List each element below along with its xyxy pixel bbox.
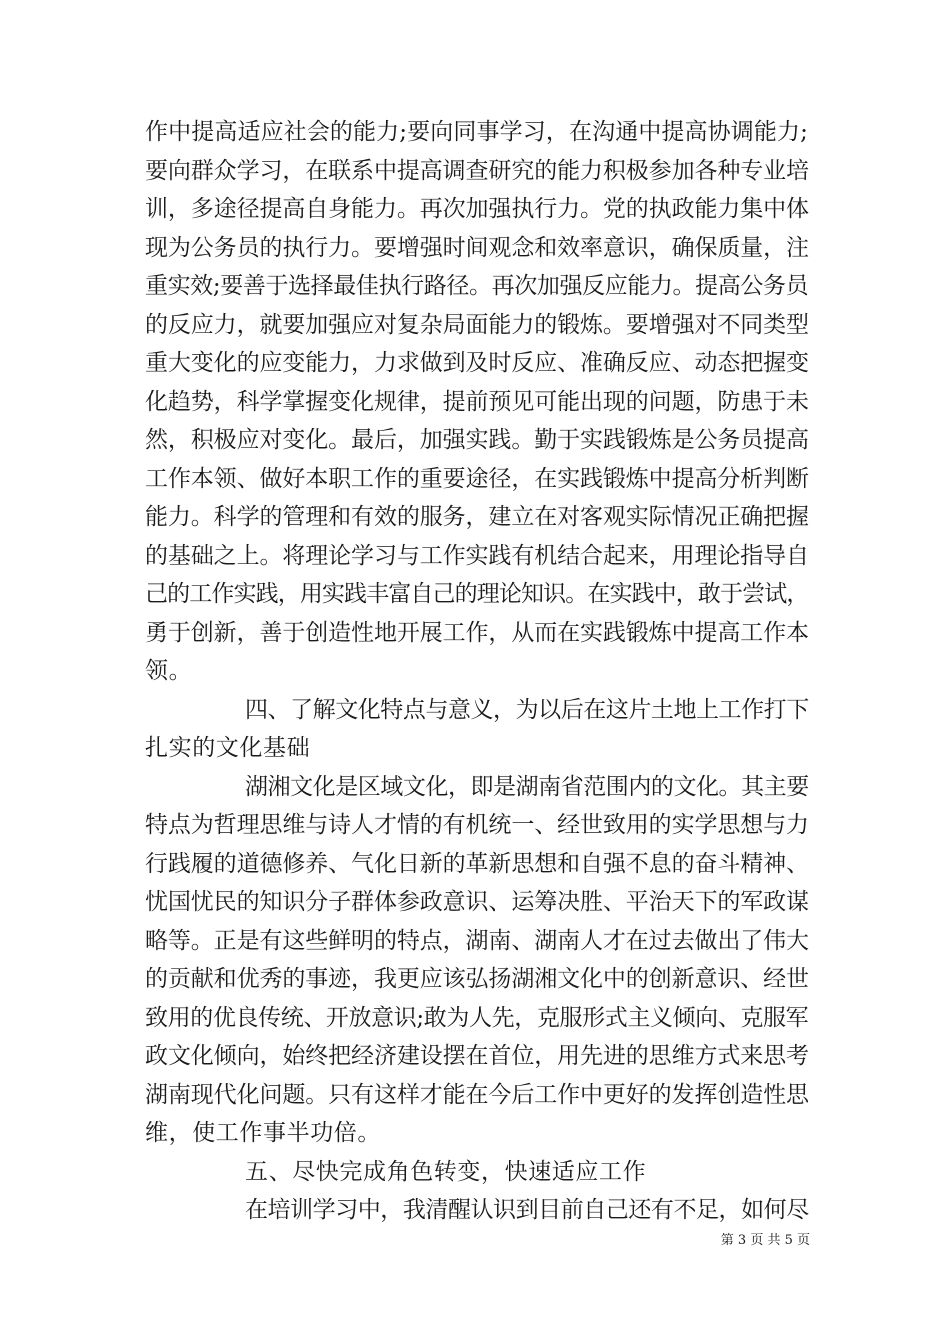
text-line: 致用的优良传统、开放意识;敢为人先，克服形式主义倾向、克服军 <box>145 1005 809 1031</box>
text-line: 行践履的道德修养、气化日新的革新思想和自强不息的奋斗精神、 <box>145 851 809 877</box>
text-line: 能力。科学的管理和有效的服务，建立在对客观实际情况正确把握 <box>145 504 809 530</box>
section-heading-four: 四、了解文化特点与意义，为以后在这片土地上工作打下 <box>245 697 809 723</box>
paragraph-start: 在培训学习中，我清醒认识到目前自己还有不足，如何尽 <box>245 1197 809 1223</box>
section-heading-five: 五、尽快完成角色转变，快速适应工作 <box>245 1159 647 1185</box>
text-line: 重大变化的应变能力，力求做到及时反应、准确反应、动态把握变 <box>145 350 809 376</box>
text-line: 己的工作实践，用实践丰富自己的理论知识。在实践中，敢于尝试， <box>145 581 809 607</box>
text-line: 工作本领、做好本职工作的重要途径，在实践锻炼中提高分析判断 <box>145 466 809 492</box>
text-line: 要向群众学习，在联系中提高调查研究的能力积极参加各种专业培 <box>145 158 809 184</box>
section-heading-four-cont: 扎实的文化基础 <box>145 735 311 761</box>
text-line: 忧国忧民的知识分子群体参政意识、运筹决胜、平治天下的军政谋 <box>145 889 809 915</box>
text-line: 化趋势，科学掌握变化规律，提前预见可能出现的问题，防患于未 <box>145 389 809 415</box>
text-line: 现为公务员的执行力。要增强时间观念和效率意识，确保质量，注 <box>145 235 809 261</box>
paragraph-start: 湖湘文化是区域文化，即是湖南省范围内的文化。其主要 <box>245 774 809 800</box>
text-line: 的反应力，就要加强应对复杂局面能力的锻炼。要增强对不同类型 <box>145 312 809 338</box>
text-line: 勇于创新，善于创造性地开展工作，从而在实践锻炼中提高工作本 <box>145 620 809 646</box>
text-line: 然，积极应对变化。最后，加强实践。勤于实践锻炼是公务员提高 <box>145 427 809 453</box>
text-line: 维，使工作事半功倍。 <box>145 1120 381 1146</box>
text-line: 的基础之上。将理论学习与工作实践有机结合起来，用理论指导自 <box>145 543 809 569</box>
text-line: 领。 <box>145 658 193 684</box>
page-number: 第 3 页 共 5 页 <box>720 1233 810 1248</box>
text-line: 政文化倾向，始终把经济建设摆在首位，用先进的思维方式来思考 <box>145 1043 809 1069</box>
text-line: 特点为哲理思维与诗人才情的有机统一、经世致用的实学思想与力 <box>145 812 809 838</box>
text-line: 作中提高适应社会的能力;要向同事学习，在沟通中提高协调能力; <box>145 119 808 145</box>
text-line: 略等。正是有这些鲜明的特点，湖南、湖南人才在过去做出了伟大 <box>145 928 809 954</box>
text-line: 湖南现代化问题。只有这样才能在今后工作中更好的发挥创造性思 <box>145 1082 809 1108</box>
text-line: 训，多途径提高自身能力。再次加强执行力。党的执政能力集中体 <box>145 196 809 222</box>
text-line: 的贡献和优秀的事迹，我更应该弘扬湖湘文化中的创新意识、经世 <box>145 966 809 992</box>
text-line: 重实效;要善于选择最佳执行路径。再次加强反应能力。提高公务员 <box>145 273 809 299</box>
